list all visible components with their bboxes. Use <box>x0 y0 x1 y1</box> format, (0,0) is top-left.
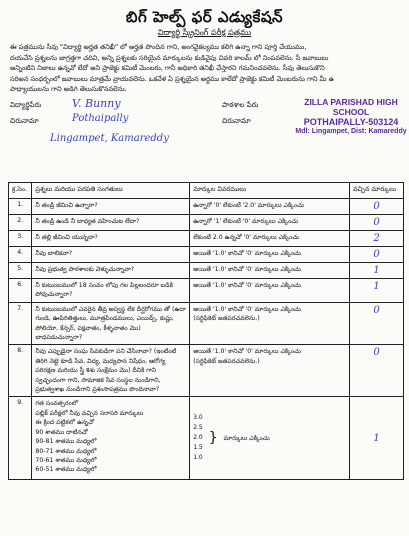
table-header-row <box>9 183 404 199</box>
scale-value: 2.0 <box>193 434 203 442</box>
row-number: 1. <box>9 199 32 215</box>
stamp-line: Mdl: Lingampet, Dist: Kamareddy <box>295 128 407 135</box>
marking-guide <box>190 345 350 397</box>
marks-awarded[interactable]: 0 <box>350 199 404 215</box>
instruction-line: దయచేసి ప్రశ్నలను జాగ్రత్తగా చదివి, అన్ని ప్రశ్నలకు సరియైన మార్కులను కుడివైపు చివరి కాలమ్ లో నింపవలెను. సీ జవాబులు <box>10 53 329 62</box>
marking-guide: లేకుంటే 2.0 ఉన్నచో '0' మార్కులు ఎక్కించు <box>190 231 350 247</box>
marks-awarded[interactable]: 0 <box>350 302 404 345</box>
certificate-note: (సర్టిఫికెట్ జతపరచవలెను.) <box>193 357 260 365</box>
question-line: 90-81 శాతము మధ్యలో <box>35 438 97 446</box>
row-number: 6. <box>9 279 32 303</box>
marks-awarded[interactable]: 1 <box>350 279 404 303</box>
marking-guide <box>190 397 350 480</box>
row-number: 9. <box>9 397 32 480</box>
instruction-line: అన్నింటిని నిజాలు ఉన్నవో లేదో అని ప్రాజెక్టు కమిటీ మెంబరు, గానీ అధికారి తనిఖీ చేస్తారని గమనించవలెను. సీవు తెలుసుకొని <box>10 64 325 72</box>
question <box>32 397 190 480</box>
scale-value: 2.5 <box>193 424 203 432</box>
marking-guide: ఉన్నారో '0' లేకుంటే '2.0' మార్కులు ఎక్కించు <box>190 199 350 215</box>
marking-guide-text: అయితే '1.0' కానిచో '0' మార్కులు ఎక్కించు <box>193 305 301 313</box>
question: నీ తల్లి జీవించి యున్నదా? <box>32 231 190 247</box>
table-row <box>9 345 404 397</box>
marks-awarded[interactable]: 1 <box>350 263 404 279</box>
marks-awarded[interactable]: 0 <box>350 247 404 263</box>
question: నీ కుటుంబములో 18 సంవం లోపు గల పిల్లలందరూ బడికి పోవుచున్నారా? <box>32 279 190 303</box>
marking-guide-text: మార్కులు ఎక్కించు <box>223 434 270 442</box>
marking-guide <box>190 302 350 345</box>
question: నీవు ప్రభుత్వ పాఠశాలకు వెళ్ళుచున్నావా? <box>32 263 190 279</box>
table-row <box>9 199 404 215</box>
instruction-line: ఈ పత్రమును సీవు "విద్యార్థి అర్హత తనిఖీ" లో అర్హత పొందిన గాని, అంగవైకల్యము కలిగి ఉన్నా గాని పూర్తి చేయుము, <box>10 43 307 51</box>
table-row <box>9 263 404 279</box>
table-row <box>9 215 404 231</box>
question: నీ తండ్రి జీవించి ఉన్నారా? <box>32 199 190 215</box>
question: నీ తండ్రి ఉండి నీ బాధ్యత వహించుట లేదా? <box>32 215 190 231</box>
question: నీవు ఎప్పుడైనా సంఘ సేవకుడిగా పని చేసినావా? (ఇంటింటి తిరిగి నెట్టె కూడి సేవ, విద్య, మద్యపాన నిషేధం, ఆరోగ్య పరిరక్షణ మరియు స్త్రీ శిశు సంక్షేమం మొ) దీనికి గాని స్వచ్ఛందంగా గాని, సామాజిక సేవ సంస్థల నుండిగాని, ప్రభుత్వశాఖ నుండిగాని ప్రశంసాపత్రము పొందినావా? <box>32 345 190 397</box>
table-row <box>9 279 404 303</box>
scale-value: 1.0 <box>193 454 203 462</box>
school-stamp <box>292 97 409 137</box>
column-header: క్ర.సెం. <box>9 183 32 199</box>
column-header: ప్రశ్నలు మరియు పరపతి సంగతులు <box>32 183 190 199</box>
scale-value: 3.0 <box>193 414 203 422</box>
marking-guide: అయితే '1.0' కానిచో '0' మార్కులు ఎక్కించు <box>190 279 350 303</box>
row-number: 4. <box>9 247 32 263</box>
marks-scale <box>193 413 203 463</box>
marks-awarded[interactable]: 0 <box>350 215 404 231</box>
instruction-line: సరిఅన సంధర్బంలో జవాబులు మాత్రమే వ్రాయవలెను. ఒకవేళ ఏ ప్రశ్నయైన అర్థము కాలేదో ప్రాజెక్టు కమిటీ మెంబరును గాని మీ ఉ <box>10 74 334 83</box>
marks-awarded[interactable]: 0 <box>350 345 404 397</box>
address-value[interactable]: Pothaipally <box>72 113 129 124</box>
marking-guide: అయితే '1.0' కానిచో '0' మార్కులు ఎక్కించు <box>190 263 350 279</box>
page-title: బిగ్ హెల్ప్ ఫర్ ఎడ్యుకేషన్ <box>125 8 284 26</box>
instruction-line: పాధ్యాయులను గాని అడిగి తెలుసుకొనవలెను. <box>10 85 127 93</box>
row-number: 2. <box>9 215 32 231</box>
question-line: 70-61 శాతము మధ్యలో <box>35 456 97 464</box>
question-line: పబ్లిక్ పరీక్షలో నీవు వచ్చిన సరాసరి మార్కులు <box>35 409 144 417</box>
scale-value: 1.5 <box>193 444 203 452</box>
address-label: చిరునామా <box>10 117 39 125</box>
question-line: ఈ క్రింద పట్టికలో ఉన్నచో <box>35 419 95 427</box>
table-row <box>9 231 404 247</box>
stamp-line: POTHAIPALLY-503124 <box>303 117 399 127</box>
table-row <box>9 247 404 263</box>
question: నీవు బాలికవా? <box>32 247 190 263</box>
question-line: 80-71 శాతము మధ్యలో <box>35 447 97 455</box>
question-line: గత సంవత్సరంలో <box>35 400 79 408</box>
column-header: మార్కుల వివరములు <box>190 183 350 199</box>
question: నీ కుటుంబములో ఎవరైన తీవ్ర అస్వస్థ లేక దీర్ఘరోగము తో (ఉదా గుండె, ఊపిరితిత్తులు, మూత్రపిండములు, ఎయిడ్స్, కుష్టు, పోలియో, కేన్సర్, పక్షవాతం, కీళ్ళవాతం మొ) బాధపడుచున్నారా? <box>32 302 190 345</box>
row-number: 3. <box>9 231 32 247</box>
row-number: 7. <box>9 302 32 345</box>
student-name-label: విద్యార్థిపేరు <box>10 101 42 109</box>
row-number: 5. <box>9 263 32 279</box>
address-value-line2[interactable]: Lingampet, Kamareddy <box>50 133 169 144</box>
question-line: 90 శాతము దాటినచో <box>35 428 88 436</box>
column-header: వచ్చిన మార్కులు <box>350 183 404 199</box>
student-details <box>10 95 405 177</box>
stamp-line: ZILLA PARISHAD HIGH SCHOOL <box>304 97 398 117</box>
marking-guide: ఉన్నారో '1' లేకుంటే '0' మార్కులు ఎక్కించు <box>190 215 350 231</box>
school-name-label: పాఠశాల పేరు <box>222 101 259 109</box>
student-name-value[interactable]: V. Bunny <box>72 97 121 110</box>
marking-guide: అయితే '1.0' కానిచో '0' మార్కులు ఎక్కించు <box>190 247 350 263</box>
row-number: 8. <box>9 345 32 397</box>
school-address-label: చిరునామా <box>222 117 251 125</box>
table-row <box>9 302 404 345</box>
brace-icon: } <box>208 429 218 446</box>
table-row <box>9 397 404 480</box>
certificate-note: (సర్టిఫికెట్ జతపరచవలెను.) <box>193 315 260 323</box>
question-line: 60-51 శాతము మధ్యలో <box>35 466 97 474</box>
marking-guide-text: అయితే '1.0' కానిచో '0' మార్కులు ఎక్కించు <box>193 348 301 356</box>
marks-awarded[interactable]: 2 <box>350 231 404 247</box>
marks-awarded[interactable]: 1 <box>350 397 404 480</box>
page-subtitle: విద్యార్థి స్క్రీనింగ్ పరీక్ష పత్రము <box>157 28 252 37</box>
screening-table <box>8 182 404 480</box>
instructions <box>10 42 400 95</box>
